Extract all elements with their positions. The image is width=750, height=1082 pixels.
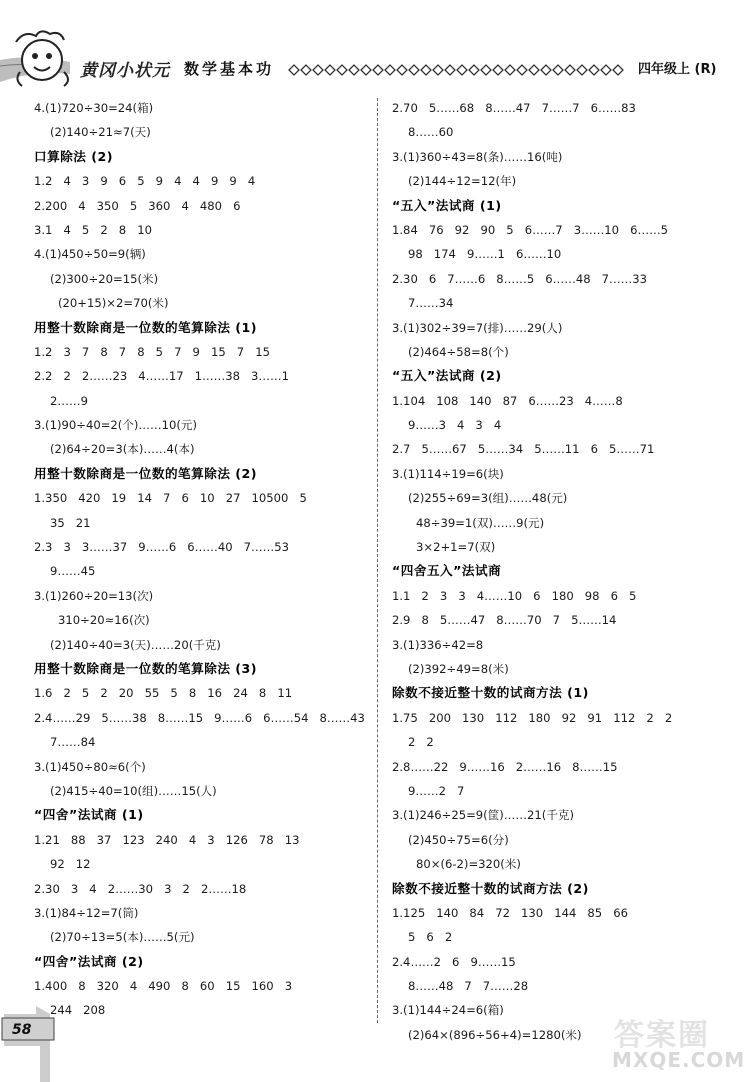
answer-line: 3.(1)302÷39=7(排)……29(人) bbox=[392, 320, 563, 335]
answer-line: 1.84 76 92 90 5 6……7 3……10 6……5 bbox=[392, 222, 669, 237]
answer-line: 4.(1)450÷50=9(辆) bbox=[34, 247, 146, 262]
answer-line: 1.2 3 7 8 7 8 5 7 9 15 7 15 bbox=[34, 344, 270, 359]
column-divider bbox=[377, 98, 378, 1023]
answer-line: 3.(1)360÷43=8(条)……16(吨) bbox=[392, 149, 563, 164]
answer-line: 2.200 4 350 5 360 4 480 6 bbox=[34, 198, 241, 213]
answer-line: 3.(1)336÷42=8 bbox=[392, 637, 484, 652]
answer-line: 3×2+1=7(双) bbox=[416, 540, 496, 555]
answer-line: (2)450÷75=6(分) bbox=[408, 832, 509, 847]
brand-logo-text: 黄冈小状元 bbox=[80, 61, 170, 81]
answer-line: 1.400 8 320 4 490 8 60 15 160 3 bbox=[34, 979, 293, 994]
answer-line: 2.4……2 6 9……15 bbox=[392, 954, 516, 969]
answer-line: 1.350 420 19 14 7 6 10 27 10500 5 bbox=[34, 491, 307, 506]
section-heading: “五入”法试商 (1) bbox=[392, 197, 502, 213]
answer-line: (2)392÷49=8(米) bbox=[408, 661, 509, 676]
answers-left-column bbox=[34, 96, 369, 1023]
answer-line: 98 174 9……1 6……10 bbox=[408, 247, 562, 262]
section-heading: 除数不接近整十数的试商方法 (1) bbox=[392, 685, 589, 701]
section-heading: “四舍”法试商 (1) bbox=[34, 807, 144, 823]
answer-line: 3.(1)114÷19=6(块) bbox=[392, 466, 504, 481]
answer-line: 8……60 bbox=[408, 125, 454, 140]
grade-label: 四年级上 (R) bbox=[638, 62, 717, 77]
answer-line: 310÷20≈16(次) bbox=[58, 613, 150, 628]
answer-line: 2.70 5……68 8……47 7……7 6……83 bbox=[392, 101, 636, 115]
answer-line: (20+15)×2=70(米) bbox=[58, 296, 169, 311]
answer-line: 2……9 bbox=[50, 393, 88, 408]
answer-line: 9……45 bbox=[50, 564, 96, 579]
page-number: 58 bbox=[12, 1022, 32, 1038]
answer-line: 2.4……29 5……38 8……15 9……6 6……54 8……43 bbox=[34, 710, 365, 725]
answer-line: (2)300÷20=15(米) bbox=[50, 271, 159, 286]
answer-line: 3.(1)84÷12=7(筒) bbox=[34, 905, 139, 920]
answer-line: 92 12 bbox=[50, 857, 91, 872]
section-heading: 用整十数除商是一位数的笔算除法 (1) bbox=[34, 319, 258, 335]
answer-line: (2)70÷13=5(本)……5(元) bbox=[50, 930, 195, 945]
answers-right-column bbox=[392, 96, 732, 1047]
answer-line: 3.(1)144÷24=6(箱) bbox=[392, 1003, 504, 1018]
answer-line: 1.6 2 5 2 20 55 5 8 16 24 8 11 bbox=[34, 686, 293, 701]
answer-line: (2)140÷40=3(天)……20(千克) bbox=[50, 637, 221, 652]
answer-line: 3.(1)260÷20=13(次) bbox=[34, 588, 154, 603]
section-heading: “四舍”法试商 (2) bbox=[34, 953, 144, 969]
answer-line: 80×(6-2)=320(米) bbox=[416, 857, 521, 872]
answer-line: 3.(1)450÷80≈6(个) bbox=[34, 759, 146, 774]
answer-line: 1.75 200 130 112 180 92 91 112 2 2 bbox=[392, 710, 673, 725]
answer-line: (2)64×(896÷56+4)=1280(米) bbox=[408, 1027, 582, 1042]
answer-line: 2.3 3 3……37 9……6 6……40 7……53 bbox=[34, 540, 289, 555]
section-heading: 用整十数除商是一位数的笔算除法 (2) bbox=[34, 465, 258, 481]
answer-line: 8……48 7 7……28 bbox=[408, 979, 529, 994]
answer-line: 3.(1)246÷25=9(筐)……21(千克) bbox=[392, 808, 574, 823]
answer-line: 2.30 3 4 2……30 3 2 2……18 bbox=[34, 881, 247, 896]
answer-line: 2.8……22 9……16 2……16 8……15 bbox=[392, 759, 618, 774]
answer-line: 1.2 4 3 9 6 5 9 4 4 9 9 4 bbox=[34, 174, 256, 189]
answer-line: 244 208 bbox=[50, 1003, 106, 1018]
section-heading: 除数不接近整十数的试商方法 (2) bbox=[392, 880, 589, 896]
answer-line: (2)64÷20=3(本)……4(本) bbox=[50, 442, 195, 457]
answer-line: 3.(1)90÷40=2(个)……10(元) bbox=[34, 418, 198, 433]
section-heading: 口算除法 (2) bbox=[34, 148, 114, 164]
answer-line: 1.1 2 3 3 4……10 6 180 98 6 5 bbox=[392, 588, 637, 603]
section-heading: “五入”法试商 (2) bbox=[392, 368, 502, 384]
answer-line: 1.21 88 37 123 240 4 3 126 78 13 bbox=[34, 832, 300, 847]
section-heading: 用整十数除商是一位数的笔算除法 (3) bbox=[34, 660, 258, 676]
answer-line: 7……34 bbox=[408, 296, 454, 311]
answer-line: 2.30 6 7……6 8……5 6……48 7……33 bbox=[392, 271, 647, 286]
answer-line: 5 6 2 bbox=[408, 930, 453, 945]
answer-line: 1.104 108 140 87 6……23 4……8 bbox=[392, 393, 623, 408]
chain-divider-decoration bbox=[288, 64, 624, 76]
answer-line: (2)464÷58=8(个) bbox=[408, 344, 509, 359]
answer-line: 35 21 bbox=[50, 515, 91, 530]
answer-line: 9……3 4 3 4 bbox=[408, 418, 502, 433]
mascot-icon bbox=[6, 28, 80, 90]
answer-line: 7……84 bbox=[50, 735, 96, 750]
answer-line: (2)140÷21≈7(天) bbox=[50, 125, 151, 140]
watermark-url: MXQE.COM bbox=[612, 1048, 746, 1072]
answer-line: 3.1 4 5 2 8 10 bbox=[34, 222, 152, 237]
answer-line: 2.7 5……67 5……34 5……11 6 5……71 bbox=[392, 442, 655, 457]
section-heading: “四舍五入”法试商 bbox=[392, 563, 502, 579]
answer-line: 9……2 7 bbox=[408, 783, 465, 798]
watermark-logo: 答案圈 bbox=[614, 1018, 710, 1053]
answer-line: 2.2 2 2……23 4……17 1……38 3……1 bbox=[34, 369, 289, 384]
page-header bbox=[0, 0, 750, 96]
answer-line: 2 2 bbox=[408, 735, 434, 750]
answer-line: 2.9 8 5……47 8……70 7 5……14 bbox=[392, 613, 617, 628]
answer-line: 48÷39=1(双)……9(元) bbox=[416, 515, 545, 530]
answer-line: (2)144÷12=12(年) bbox=[408, 174, 517, 189]
page-number-tab bbox=[0, 1006, 62, 1082]
answer-line: (2)415÷40=10(组)……15(人) bbox=[50, 783, 217, 798]
answer-line: 1.125 140 84 72 130 144 85 66 bbox=[392, 905, 628, 920]
answer-line: (2)255÷69=3(组)……48(元) bbox=[408, 491, 568, 506]
book-title: 数学基本功 bbox=[184, 60, 275, 78]
answer-line: 4.(1)720÷30=24(箱) bbox=[34, 101, 154, 115]
